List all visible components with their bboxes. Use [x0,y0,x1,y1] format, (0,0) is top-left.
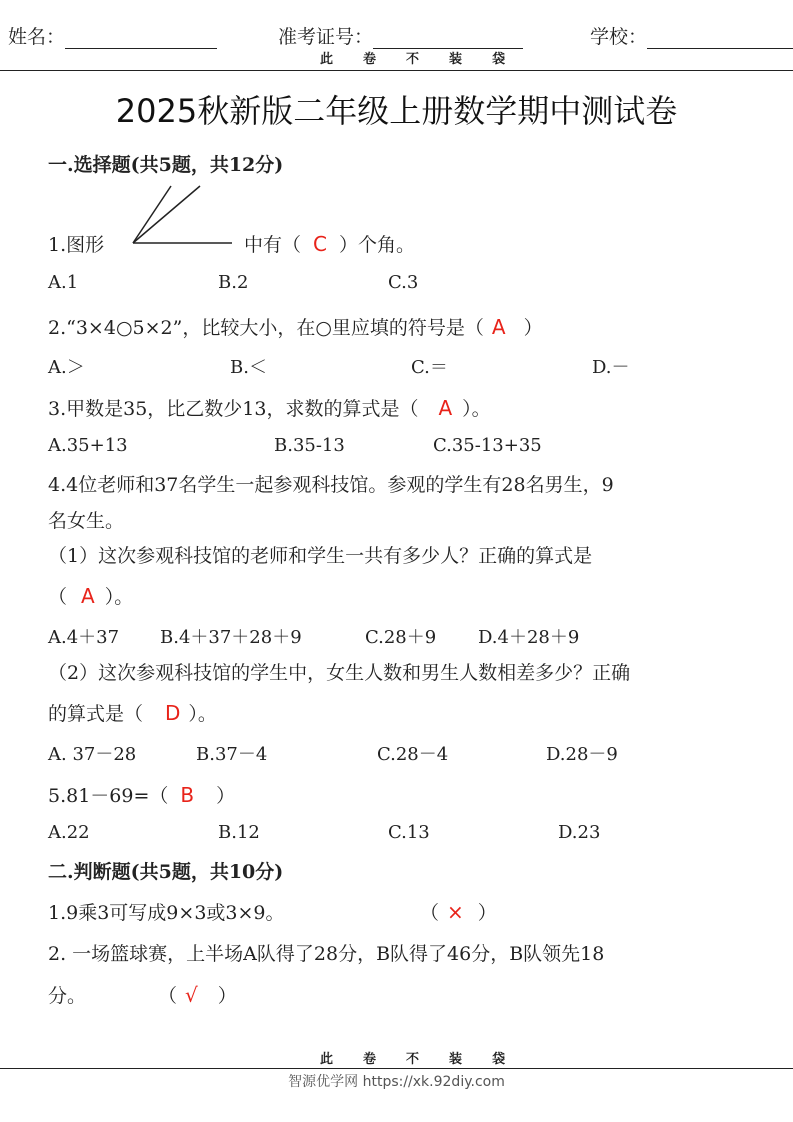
question-1-4-sub1: （1）这次参观科技馆的老师和学生一共有多少人？正确的算式是 [48,545,593,567]
footer-rule [0,1068,793,1069]
question-1-4-cont: 名女生。 [48,510,125,532]
exam-id-field [278,22,523,49]
angle-figure [128,183,238,249]
name-field [8,22,217,49]
option: C.13 [388,822,430,843]
answer-2-2: √ [185,983,198,1007]
option: A.1 [48,272,79,293]
question-1-1-blank: 中有（ C ）个角。 [244,232,415,256]
section2-heading: 二.判断题(共5题，共10分) [48,861,284,883]
exam-id-label: 准考证号： [278,26,374,48]
name-blank [65,28,217,49]
option: D.28－9 [546,744,618,765]
name-label: 姓名： [8,26,66,48]
option: B.＜ [230,357,267,378]
question-2-2-blank: （ √ ） [158,983,237,1007]
question-1-1: 1.图形 [48,234,105,256]
answer-1-1: C [313,232,327,256]
school-field [590,22,793,49]
option: C.28＋9 [365,627,437,648]
question-2-2-cont: 分。 [48,985,87,1007]
option: B.2 [218,272,249,293]
question-1-4-sub2-blank: 的算式是（ D ）。 [48,701,217,725]
option: D.－ [592,357,630,378]
option: A.＞ [48,357,85,378]
question-2-1: 1.9乘3可写成9×3或3×9。 [48,902,285,924]
question-1-4-sub2: （2）这次参观科技馆的学生中，女生人数和男生人数相差多少？正确 [48,662,631,684]
option: C.35-13+35 [433,435,542,456]
option: C.3 [388,272,419,293]
answer-1-2: A [491,315,506,339]
question-1-4: 4.4位老师和37名学生一起参观科技馆。参观的学生有28名男生，9 [48,474,614,496]
option: B.4＋37＋28＋9 [160,627,302,648]
question-1-4-sub1-blank: （ A ）。 [48,584,134,608]
seal-text-top: 此 卷 不 装 袋 [320,52,506,67]
option: A.22 [48,822,90,843]
answer-1-5: B [180,783,195,807]
school-label: 学校： [590,26,648,48]
option: A.35+13 [48,435,128,456]
option: D.23 [558,822,601,843]
section1-heading: 一.选择题(共5题，共12分) [48,154,284,176]
page-title: 2025秋新版二年级上册数学期中测试卷 [115,92,678,130]
seal-text-bottom: 此 卷 不 装 袋 [320,1052,506,1067]
option: A. 37－28 [48,744,137,765]
option: C.28－4 [377,744,449,765]
answer-1-4-2: D [165,701,181,725]
question-2-2: 2. 一场篮球赛，上半场A队得了28分，B队得了46分，B队领先18 [48,943,605,965]
question-2-1-blank: （ × ） [420,900,497,924]
option: A.4＋37 [48,627,120,648]
answer-1-4-1: A [81,584,95,608]
exam-id-blank [373,28,523,49]
option: C.＝ [411,357,448,378]
header-rule [0,70,793,71]
question-1-3: 3.甲数是35，比乙数少13，求数的算式是（ A ）。 [48,396,491,420]
footer-watermark: 智源优学网 https://xk.92diy.com [288,1074,505,1090]
answer-2-1: × [447,900,464,924]
option: B.35-13 [274,435,345,456]
school-blank [647,28,793,49]
question-1-2: 2.“3×4○5×2”，比较大小，在○里应填的符号是（ A ） [48,315,543,339]
question-1-5: 5.81－69=（ B ） [48,783,236,807]
option: B.12 [218,822,260,843]
option: D.4＋28＋9 [478,627,580,648]
option: B.37－4 [196,744,268,765]
answer-1-3: A [438,396,453,420]
